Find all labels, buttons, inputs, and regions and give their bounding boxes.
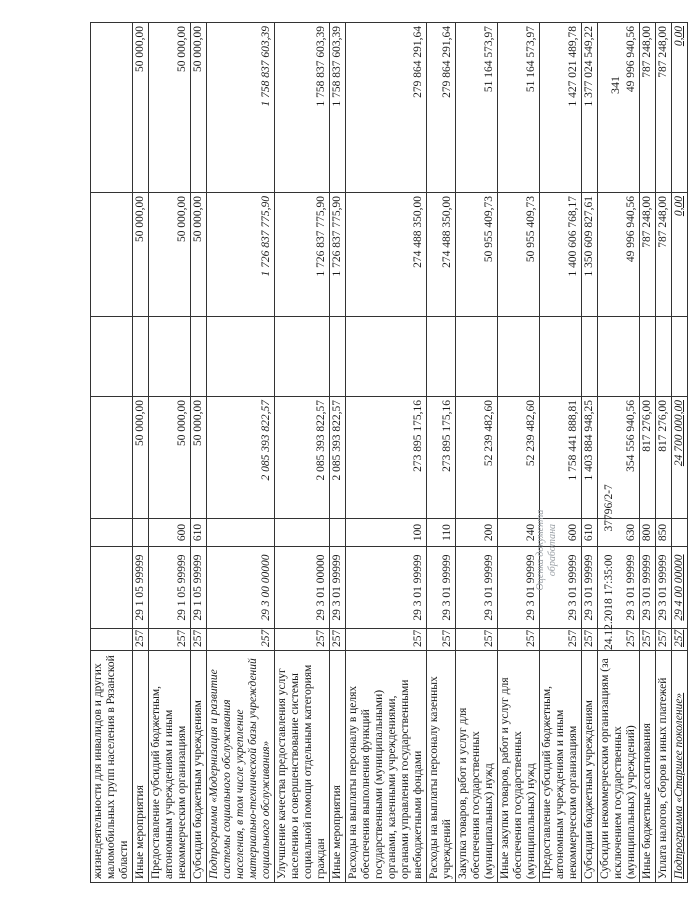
row-name: Закупка товаров, работ и услуг для обеспечения государственных (муниципальных) нужд — [456, 651, 498, 883]
row-name: Иные бюджетные ассигнования — [640, 651, 656, 883]
row-ved: 257 — [207, 629, 275, 651]
row-value-2 — [330, 317, 346, 397]
row-csr: 29 3 01 99999 — [330, 547, 346, 629]
row-value-3: 787 248,00 — [640, 193, 656, 317]
row-value-3: 50 955 409,73 — [498, 193, 540, 317]
row-value-2 — [191, 317, 207, 397]
stamp-line: Оценка документа — [535, 509, 546, 591]
row-value-1: 52 239 482,60 — [456, 397, 498, 519]
row-name: Субсидии некоммерческим организациям (за исключением государственных (муниципальных) учреждений) — [598, 651, 640, 883]
row-csr: 29 3 01 99999 — [582, 547, 598, 629]
table-body — [91, 23, 688, 883]
table-row — [207, 23, 275, 883]
row-vr — [133, 519, 149, 547]
row-value-4: 1 758 837 603,39 — [207, 23, 275, 193]
row-ved: 257 — [672, 629, 688, 651]
row-value-3: 50 000,00 — [149, 193, 191, 317]
table-row — [672, 23, 688, 883]
footer-code: 37796/2-7 — [603, 484, 615, 532]
row-vr: 600 — [540, 519, 582, 547]
row-value-2 — [540, 317, 582, 397]
row-value-3: 50 955 409,73 — [456, 193, 498, 317]
row-value-4: 50 000,00 — [149, 23, 191, 193]
row-value-3: 49 996 940,56 — [598, 193, 640, 317]
row-name: Подпрограмма «Старшее поколение» — [672, 651, 688, 883]
row-name: Иные закупки товаров, работ и услуг для обеспечения государственных (муниципальных) нужд — [498, 651, 540, 883]
row-value-1: 273 895 175,16 — [346, 397, 427, 519]
row-value-1: 2 085 393 822,57 — [207, 397, 275, 519]
row-vr: 240 — [498, 519, 540, 547]
row-value-1: 2 085 393 822,57 — [275, 397, 330, 519]
row-name: Предоставление субсидий бюджетным, автономным учреждениям и иным некоммерческим организациям — [149, 651, 191, 883]
row-ved: 257 — [582, 629, 598, 651]
row-value-3: 1 350 609 827,61 — [582, 193, 598, 317]
row-vr — [207, 519, 275, 547]
table-row — [346, 23, 427, 883]
row-ved: 257 — [640, 629, 656, 651]
row-name: Расходы на выплаты персоналу в целях обеспечения выполнения функций государственными (муниципальными) органами, казенными учреждениями, органами управления государственными внебюджетными фондами — [346, 651, 427, 883]
row-value-4: 50 000,00 — [133, 23, 149, 193]
row-csr: 29 1 05 99999 — [133, 547, 149, 629]
row-ved: 257 — [275, 629, 330, 651]
stamp-line: обработана — [547, 523, 558, 577]
row-ved: 257 — [427, 629, 456, 651]
row-value-1: 1 403 884 948,25 — [582, 397, 598, 519]
row-value-1: 50 000,00 — [133, 397, 149, 519]
row-value-1: 52 239 482,60 — [498, 397, 540, 519]
row-value-3: 0,00 — [672, 193, 688, 317]
row-vr — [672, 519, 688, 547]
row-name: Субсидии бюджетным учреждениям — [582, 651, 598, 883]
row-value-2 — [498, 317, 540, 397]
row-value-4: 1 377 024 549,22 — [582, 23, 598, 193]
row-value-2 — [346, 317, 427, 397]
document-stamp — [535, 450, 565, 650]
row-name: Предоставление субсидий бюджетным, автономным учреждениям и иным некоммерческим организациям — [540, 651, 582, 883]
row-name: Подпрограмма «Модернизация и развитие системы социального обслуживания населения, в том числе укрепление материально-технической базы учреждений социального обслуживания» — [207, 651, 275, 883]
row-csr: 29 3 01 99999 — [540, 547, 582, 629]
row-csr: 29 3 01 99999 — [656, 547, 672, 629]
row-vr: 600 — [149, 519, 191, 547]
table-row — [149, 23, 191, 883]
row-value-4: 279 864 291,64 — [346, 23, 427, 193]
row-csr: 29 3 00 00000 — [207, 547, 275, 629]
row-value-2 — [427, 317, 456, 397]
row-value-3: 50 000,00 — [133, 193, 149, 317]
row-value-4: 279 864 291,64 — [427, 23, 456, 193]
row-value-1: 817 276,00 — [656, 397, 672, 519]
table-row — [656, 23, 672, 883]
row-value-1 — [91, 397, 133, 519]
row-ved: 257 — [149, 629, 191, 651]
row-value-4: 49 996 940,56 — [598, 23, 640, 193]
row-value-3: 274 488 350,00 — [346, 193, 427, 317]
row-value-4: 51 164 573,97 — [498, 23, 540, 193]
row-value-3: 1 726 837 775,90 — [207, 193, 275, 317]
row-value-3: 787 248,00 — [656, 193, 672, 317]
row-value-2 — [672, 317, 688, 397]
row-value-3: 1 726 837 775,90 — [330, 193, 346, 317]
row-ved: 257 — [191, 629, 207, 651]
row-csr — [91, 547, 133, 629]
row-value-2 — [207, 317, 275, 397]
row-value-4: 1 758 837 603,39 — [275, 23, 330, 193]
budget-table — [90, 22, 688, 883]
row-csr: 29 3 01 99999 — [346, 547, 427, 629]
row-value-4 — [91, 23, 133, 193]
row-name: Иные мероприятия — [330, 651, 346, 883]
footer — [603, 350, 619, 650]
table-row — [91, 23, 133, 883]
row-value-1: 273 895 175,16 — [427, 397, 456, 519]
row-ved: 257 — [133, 629, 149, 651]
row-value-1: 2 085 393 822,57 — [330, 397, 346, 519]
table-row — [427, 23, 456, 883]
table-row — [275, 23, 330, 883]
row-value-1: 50 000,00 — [191, 397, 207, 519]
row-ved: 257 — [456, 629, 498, 651]
row-value-3: 274 488 350,00 — [427, 193, 456, 317]
row-value-2 — [640, 317, 656, 397]
row-vr: 800 — [640, 519, 656, 547]
row-value-4: 0,00 — [672, 23, 688, 193]
row-ved: 257 — [346, 629, 427, 651]
row-value-2 — [91, 317, 133, 397]
row-ved: 257 — [656, 629, 672, 651]
row-value-2 — [149, 317, 191, 397]
row-value-4: 50 000,00 — [191, 23, 207, 193]
table-row — [640, 23, 656, 883]
footer-date: 24.12.2018 17:35:00 — [603, 554, 615, 650]
row-vr: 610 — [582, 519, 598, 547]
row-vr: 110 — [427, 519, 456, 547]
row-value-4: 1 758 837 603,39 — [330, 23, 346, 193]
page-number: 341 — [608, 76, 622, 94]
row-value-2 — [133, 317, 149, 397]
row-vr: 630 — [598, 519, 640, 547]
row-value-2 — [275, 317, 330, 397]
row-name: Улучшение качества предоставления услуг населению и совершенствование системы социальной помощи отдельным категориям граждан — [275, 651, 330, 883]
row-csr: 29 3 01 99999 — [456, 547, 498, 629]
row-value-1: 50 000,00 — [149, 397, 191, 519]
row-csr: 29 4 00 00000 — [672, 547, 688, 629]
row-value-2 — [456, 317, 498, 397]
row-value-2 — [582, 317, 598, 397]
row-value-1: 24 700 000,00 — [672, 397, 688, 519]
row-value-3: 50 000,00 — [191, 193, 207, 317]
row-value-2 — [656, 317, 672, 397]
row-value-1: 1 758 441 888,81 — [540, 397, 582, 519]
row-ved: 257 — [598, 629, 640, 651]
row-ved: 257 — [540, 629, 582, 651]
row-csr: 29 3 01 99999 — [498, 547, 540, 629]
row-value-4: 787 248,00 — [640, 23, 656, 193]
row-name: Уплата налогов, сборов и иных платежей — [656, 651, 672, 883]
row-csr: 29 1 05 99999 — [191, 547, 207, 629]
row-vr: 200 — [456, 519, 498, 547]
row-vr — [275, 519, 330, 547]
row-value-4: 51 164 573,97 — [456, 23, 498, 193]
row-value-1: 354 556 940,56 — [598, 397, 640, 519]
table-row — [191, 23, 207, 883]
table-row — [330, 23, 346, 883]
row-vr — [91, 519, 133, 547]
row-value-3: 1 400 606 768,17 — [540, 193, 582, 317]
row-vr: 100 — [346, 519, 427, 547]
row-csr: 29 3 01 99999 — [598, 547, 640, 629]
row-vr: 610 — [191, 519, 207, 547]
row-ved: 257 — [330, 629, 346, 651]
row-vr — [330, 519, 346, 547]
row-name: Иные мероприятия — [133, 651, 149, 883]
row-csr: 29 3 01 00000 — [275, 547, 330, 629]
table-row — [582, 23, 598, 883]
row-value-4: 787 248,00 — [656, 23, 672, 193]
row-csr: 29 3 01 99999 — [640, 547, 656, 629]
table-row — [498, 23, 540, 883]
row-csr: 29 3 01 99999 — [427, 547, 456, 629]
row-ved: 257 — [498, 629, 540, 651]
row-vr: 850 — [656, 519, 672, 547]
row-ved — [91, 629, 133, 651]
row-name: Расходы на выплаты персоналу казенных учреждений — [427, 651, 456, 883]
row-name: Субсидии бюджетным учреждениям — [191, 651, 207, 883]
row-value-3: 1 726 837 775,90 — [275, 193, 330, 317]
row-value-4: 1 427 021 489,78 — [540, 23, 582, 193]
table-row — [456, 23, 498, 883]
row-csr: 29 1 05 99999 — [149, 547, 191, 629]
row-value-1: 817 276,00 — [640, 397, 656, 519]
row-value-3 — [91, 193, 133, 317]
table-row — [133, 23, 149, 883]
row-name: жизнедеятельности для инвалидов и других маломобильных групп населения в Рязанской области — [91, 651, 133, 883]
